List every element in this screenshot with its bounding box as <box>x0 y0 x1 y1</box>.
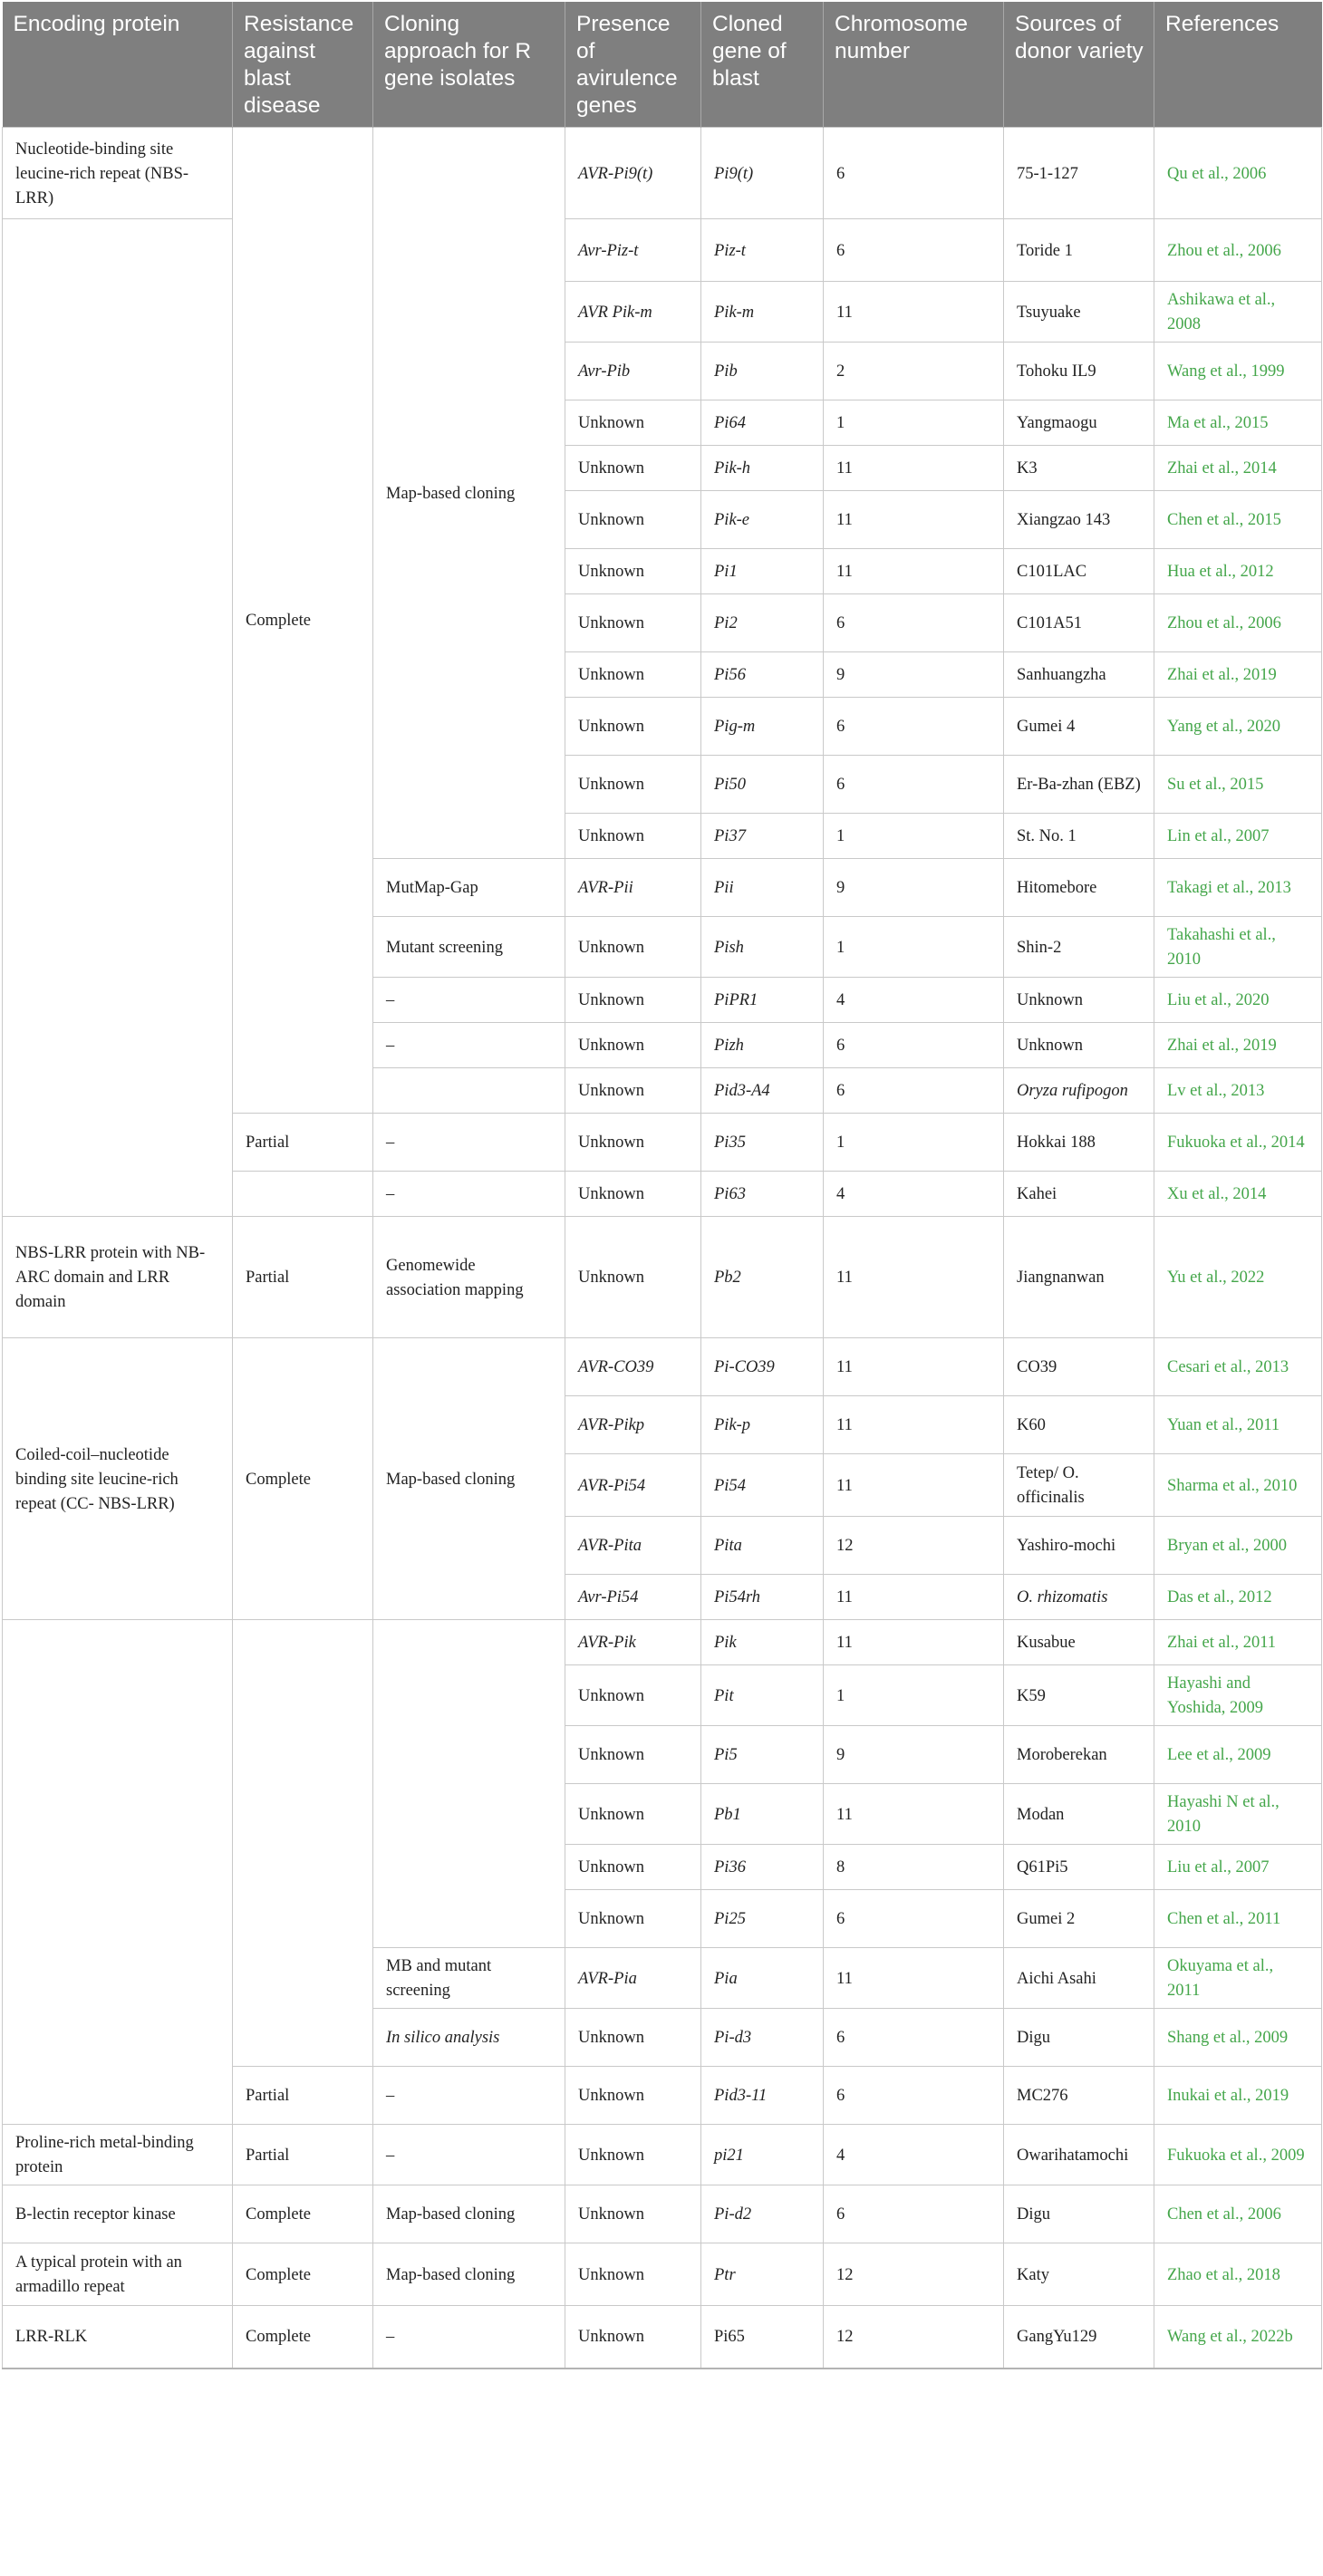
col-header-references: References <box>1154 2 1322 128</box>
cloned-gene-cell: Pb2 <box>701 1217 824 1338</box>
resistance-cell: Complete <box>233 2243 373 2306</box>
chromosome-cell: 1 <box>824 1665 1004 1726</box>
cloning-approach-cell: Genomewide association mapping <box>373 1217 565 1338</box>
chromosome-cell: 11 <box>824 1454 1004 1517</box>
encoding-protein-cell <box>3 1620 233 2125</box>
reference-link[interactable]: Lin et al., 2007 <box>1154 814 1322 859</box>
cloning-approach-cell <box>373 1068 565 1114</box>
table-row <box>3 1338 1322 1396</box>
resistance-cell: Partial <box>233 1217 373 1338</box>
avirulence-cell: Avr-Pi54 <box>565 1575 701 1620</box>
donor-cell: Kusabue <box>1004 1620 1154 1665</box>
chromosome-cell: 11 <box>824 1575 1004 1620</box>
resistance-cell: Partial <box>233 1114 373 1172</box>
donor-cell: Kahei <box>1004 1172 1154 1217</box>
cloned-gene-cell: Pi-d2 <box>701 2185 824 2243</box>
donor-cell: Gumei 2 <box>1004 1890 1154 1948</box>
avirulence-cell: Unknown <box>565 917 701 978</box>
chromosome-cell: 11 <box>824 1396 1004 1454</box>
avirulence-cell: Unknown <box>565 2306 701 2369</box>
encoding-protein-cell: A typical protein with an armadillo repeat <box>3 2243 233 2306</box>
reference-link[interactable]: Chen et al., 2015 <box>1154 491 1322 549</box>
chromosome-cell: 11 <box>824 549 1004 594</box>
chromosome-cell: 11 <box>824 1948 1004 2009</box>
chromosome-cell: 11 <box>824 491 1004 549</box>
chromosome-cell: 6 <box>824 1068 1004 1114</box>
cloned-gene-cell: Pi2 <box>701 594 824 652</box>
avirulence-cell: Unknown <box>565 814 701 859</box>
reference-link[interactable]: Bryan et al., 2000 <box>1154 1517 1322 1575</box>
col-header-encoding-protein: Encoding protein <box>3 2 233 128</box>
donor-cell: Unknown <box>1004 1023 1154 1068</box>
chromosome-cell: 6 <box>824 594 1004 652</box>
reference-link[interactable]: Takahashi et al., 2010 <box>1154 917 1322 978</box>
reference-link[interactable]: Zhai et al., 2011 <box>1154 1620 1322 1665</box>
avirulence-cell: Unknown <box>565 1068 701 1114</box>
donor-cell: Er-Ba-zhan (EBZ) <box>1004 756 1154 814</box>
donor-cell-text: Tetep/ O. officinalis <box>1017 1464 1085 1507</box>
reference-link[interactable]: Yang et al., 2020 <box>1154 698 1322 756</box>
donor-cell: Yashiro-mochi <box>1004 1517 1154 1575</box>
cloning-approach-cell: MutMap-Gap <box>373 859 565 917</box>
chromosome-cell: 11 <box>824 1217 1004 1338</box>
chromosome-cell: 4 <box>824 978 1004 1023</box>
avirulence-cell: AVR-Pita <box>565 1517 701 1575</box>
avirulence-cell: Unknown <box>565 2067 701 2125</box>
donor-cell: Modan <box>1004 1784 1154 1845</box>
cloning-approach-cell: Map-based cloning <box>373 2185 565 2243</box>
cloning-approach-cell: – <box>373 978 565 1023</box>
col-header-cloned-gene: Cloned gene of blast <box>701 2 824 128</box>
chromosome-cell: 6 <box>824 128 1004 219</box>
chromosome-cell: 11 <box>824 282 1004 343</box>
chromosome-cell: 11 <box>824 1784 1004 1845</box>
donor-cell: Moroberekan <box>1004 1726 1154 1784</box>
cloned-gene-cell: Pii <box>701 859 824 917</box>
avirulence-cell: Unknown <box>565 594 701 652</box>
avirulence-cell: Unknown <box>565 2009 701 2067</box>
cloned-gene-cell: Pik-e <box>701 491 824 549</box>
avirulence-cell: Unknown <box>565 698 701 756</box>
donor-cell: Digu <box>1004 2009 1154 2067</box>
avirulence-cell: Unknown <box>565 1665 701 1726</box>
encoding-protein-cell: LRR-RLK <box>3 2306 233 2369</box>
chromosome-cell: 11 <box>824 446 1004 491</box>
encoding-protein-cell <box>3 219 233 1217</box>
chromosome-cell: 9 <box>824 859 1004 917</box>
reference-link[interactable]: Takagi et al., 2013 <box>1154 859 1322 917</box>
donor-cell: Unknown <box>1004 978 1154 1023</box>
cloning-approach-cell: MB and mutant screening <box>373 1948 565 2009</box>
cloned-gene-cell: Pib <box>701 343 824 400</box>
donor-cell: St. No. 1 <box>1004 814 1154 859</box>
donor-cell: Hokkai 188 <box>1004 1114 1154 1172</box>
cloned-gene-cell: Pi65 <box>701 2306 824 2369</box>
cloned-gene-cell: Pi37 <box>701 814 824 859</box>
cloned-gene-cell: Pid3-A4 <box>701 1068 824 1114</box>
donor-cell: Q61Pi5 <box>1004 1845 1154 1890</box>
reference-link[interactable]: Lee et al., 2009 <box>1154 1726 1322 1784</box>
reference-link[interactable]: Zhai et al., 2014 <box>1154 446 1322 491</box>
reference-link[interactable]: Ma et al., 2015 <box>1154 400 1322 446</box>
cloning-approach-cell: – <box>373 2125 565 2185</box>
cloned-gene-cell: Pish <box>701 917 824 978</box>
reference-link[interactable]: Liu et al., 2007 <box>1154 1845 1322 1890</box>
avirulence-cell: Unknown <box>565 491 701 549</box>
donor-cell: 75-1-127 <box>1004 128 1154 219</box>
resistance-cell: Partial <box>233 2125 373 2185</box>
donor-cell <box>1004 1454 1154 1517</box>
cloning-approach-cell: Mutant screening <box>373 917 565 978</box>
col-header-cloning-approach: Cloning approach for R gene isolates <box>373 2 565 128</box>
avirulence-cell: Unknown <box>565 1890 701 1948</box>
chromosome-cell: 2 <box>824 343 1004 400</box>
avirulence-cell: Unknown <box>565 2125 701 2185</box>
reference-link[interactable]: Wang et al., 2022b <box>1154 2306 1322 2369</box>
donor-cell: C101A51 <box>1004 594 1154 652</box>
reference-link[interactable]: Hua et al., 2012 <box>1154 549 1322 594</box>
reference-link[interactable]: Hayashi and Yoshida, 2009 <box>1154 1665 1322 1726</box>
avirulence-cell: Unknown <box>565 756 701 814</box>
avirulence-cell: AVR-Pi54 <box>565 1454 701 1517</box>
encoding-protein-cell: NBS-LRR protein with NB-ARC domain and LRR domain <box>3 1217 233 1338</box>
donor-cell: Shin-2 <box>1004 917 1154 978</box>
cloning-approach-cell <box>373 1620 565 1948</box>
donor-cell: Toride 1 <box>1004 219 1154 282</box>
reference-link[interactable]: Zhao et al., 2018 <box>1154 2243 1322 2306</box>
cloned-gene-cell: Pita <box>701 1517 824 1575</box>
donor-cell: C101LAC <box>1004 549 1154 594</box>
avirulence-cell: Unknown <box>565 2243 701 2306</box>
chromosome-cell: 11 <box>824 1620 1004 1665</box>
cloned-gene-cell: Pik-m <box>701 282 824 343</box>
reference-link[interactable]: Okuyama et al., 2011 <box>1154 1948 1322 2009</box>
encoding-protein-cell: Nucleotide-binding site leucine-rich repeat (NBS-LRR) <box>3 128 233 219</box>
donor-cell: Xiangzao 143 <box>1004 491 1154 549</box>
donor-cell: K3 <box>1004 446 1154 491</box>
cloned-gene-cell: Pi54rh <box>701 1575 824 1620</box>
reference-link[interactable]: Xu et al., 2014 <box>1154 1172 1322 1217</box>
blast-resistance-genes-table <box>2 2 1322 2369</box>
cloned-gene-cell: Pi56 <box>701 652 824 698</box>
donor-cell: Katy <box>1004 2243 1154 2306</box>
donor-cell: Yangmaogu <box>1004 400 1154 446</box>
donor-cell: K59 <box>1004 1665 1154 1726</box>
header-row <box>3 2 1322 128</box>
cloned-gene-cell: Pia <box>701 1948 824 2009</box>
chromosome-cell: 6 <box>824 1023 1004 1068</box>
cloning-approach-cell: – <box>373 1114 565 1172</box>
donor-cell: CO39 <box>1004 1338 1154 1396</box>
donor-cell: Tohoku IL9 <box>1004 343 1154 400</box>
chromosome-cell: 12 <box>824 2243 1004 2306</box>
reference-link[interactable]: Wang et al., 1999 <box>1154 343 1322 400</box>
chromosome-cell: 6 <box>824 1890 1004 1948</box>
resistance-cell <box>233 1172 373 1217</box>
chromosome-cell: 6 <box>824 2009 1004 2067</box>
cloned-gene-cell: Pi1 <box>701 549 824 594</box>
chromosome-cell: 6 <box>824 2185 1004 2243</box>
reference-link[interactable]: Das et al., 2012 <box>1154 1575 1322 1620</box>
donor-cell: Gumei 4 <box>1004 698 1154 756</box>
encoding-protein-cell: B-lectin receptor kinase <box>3 2185 233 2243</box>
reference-link[interactable]: Chen et al., 2006 <box>1154 2185 1322 2243</box>
table-row <box>3 2125 1322 2185</box>
cloned-gene-cell: Pi50 <box>701 756 824 814</box>
resistance-cell: Partial <box>233 2067 373 2125</box>
avirulence-cell: AVR-Pii <box>565 859 701 917</box>
cloned-gene-cell: Pi63 <box>701 1172 824 1217</box>
avirulence-cell: Unknown <box>565 1114 701 1172</box>
chromosome-cell: 9 <box>824 652 1004 698</box>
avirulence-cell: AVR Pik-m <box>565 282 701 343</box>
reference-link[interactable]: Zhai et al., 2019 <box>1154 1023 1322 1068</box>
reference-link[interactable]: Fukuoka et al., 2009 <box>1154 2125 1322 2185</box>
cloning-approach-cell: Map-based cloning <box>373 1338 565 1620</box>
donor-cell: Digu <box>1004 2185 1154 2243</box>
chromosome-cell: 1 <box>824 1114 1004 1172</box>
col-header-chromosome: Chromosome number <box>824 2 1004 128</box>
avirulence-cell: AVR-Pik <box>565 1620 701 1665</box>
avirulence-cell: Unknown <box>565 1784 701 1845</box>
table-row <box>3 1620 1322 1665</box>
reference-link[interactable]: Inukai et al., 2019 <box>1154 2067 1322 2125</box>
avirulence-cell: Unknown <box>565 400 701 446</box>
cloned-gene-cell: PiPR1 <box>701 978 824 1023</box>
chromosome-cell: 8 <box>824 1845 1004 1890</box>
reference-link[interactable]: Chen et al., 2011 <box>1154 1890 1322 1948</box>
encoding-protein-cell: Proline-rich metal-binding protein <box>3 2125 233 2185</box>
chromosome-cell: 4 <box>824 1172 1004 1217</box>
avirulence-cell: Unknown <box>565 1023 701 1068</box>
avirulence-cell: AVR-Pi9(t) <box>565 128 701 219</box>
donor-cell: MC276 <box>1004 2067 1154 2125</box>
reference-link[interactable]: Qu et al., 2006 <box>1154 128 1322 219</box>
avirulence-cell: Unknown <box>565 549 701 594</box>
cloned-gene-cell: Pi-d3 <box>701 2009 824 2067</box>
reference-link[interactable]: Zhai et al., 2019 <box>1154 652 1322 698</box>
donor-cell: Jiangnanwan <box>1004 1217 1154 1338</box>
cloned-gene-cell: Pi5 <box>701 1726 824 1784</box>
donor-cell: Sanhuangzha <box>1004 652 1154 698</box>
chromosome-cell: 1 <box>824 814 1004 859</box>
cloning-approach-cell: – <box>373 2306 565 2369</box>
cloned-gene-cell: Pizh <box>701 1023 824 1068</box>
reference-link[interactable]: Sharma et al., 2010 <box>1154 1454 1322 1517</box>
cloning-approach-cell: – <box>373 2067 565 2125</box>
cloned-gene-cell: Piz-t <box>701 219 824 282</box>
col-header-donor-variety: Sources of donor variety <box>1004 2 1154 128</box>
chromosome-cell: 9 <box>824 1726 1004 1784</box>
cloned-gene-cell: Ptr <box>701 2243 824 2306</box>
cloned-gene-cell: Pi25 <box>701 1890 824 1948</box>
cloning-approach-cell <box>373 2009 565 2067</box>
reference-link[interactable]: Hayashi N et al., 2010 <box>1154 1784 1322 1845</box>
donor-cell: Oryza rufipogon <box>1004 1068 1154 1114</box>
cloning-approach-cell: Map-based cloning <box>373 2243 565 2306</box>
table-row <box>3 2306 1322 2369</box>
reference-link[interactable]: Lv et al., 2013 <box>1154 1068 1322 1114</box>
reference-link[interactable]: Shang et al., 2009 <box>1154 2009 1322 2067</box>
avirulence-cell: Unknown <box>565 1726 701 1784</box>
reference-link[interactable]: Zhou et al., 2006 <box>1154 594 1322 652</box>
cloned-gene-cell: pi21 <box>701 2125 824 2185</box>
cloned-gene-cell: Pik-h <box>701 446 824 491</box>
cloned-gene-cell: Pi9(t) <box>701 128 824 219</box>
avirulence-cell: Avr-Pib <box>565 343 701 400</box>
reference-link[interactable]: Yuan et al., 2011 <box>1154 1396 1322 1454</box>
cloned-gene-cell: Pid3-11 <box>701 2067 824 2125</box>
cloned-gene-cell: Pb1 <box>701 1784 824 1845</box>
chromosome-cell: 4 <box>824 2125 1004 2185</box>
cloned-gene-cell: Pik <box>701 1620 824 1665</box>
chromosome-cell: 1 <box>824 917 1004 978</box>
reference-link[interactable]: Fukuoka et al., 2014 <box>1154 1114 1322 1172</box>
chromosome-cell: 1 <box>824 400 1004 446</box>
reference-link[interactable]: Liu et al., 2020 <box>1154 978 1322 1023</box>
resistance-cell: Complete <box>233 2306 373 2369</box>
avirulence-cell: AVR-Pikp <box>565 1396 701 1454</box>
col-header-resistance: Resistance against blast disease <box>233 2 373 128</box>
table-row <box>3 219 1322 282</box>
avirulence-cell: AVR-CO39 <box>565 1338 701 1396</box>
donor-cell: Tsuyuake <box>1004 282 1154 343</box>
table-row <box>3 2185 1322 2243</box>
cloning-approach-cell: – <box>373 1023 565 1068</box>
avirulence-cell: Unknown <box>565 446 701 491</box>
reference-link[interactable]: Zhou et al., 2006 <box>1154 219 1322 282</box>
donor-cell: O. rhizomatis <box>1004 1575 1154 1620</box>
col-header-avirulence-genes: Presence of avirulence genes <box>565 2 701 128</box>
chromosome-cell: 12 <box>824 1517 1004 1575</box>
avirulence-cell: Unknown <box>565 2185 701 2243</box>
cloned-gene-cell: Pi36 <box>701 1845 824 1890</box>
cloned-gene-cell: Pi64 <box>701 400 824 446</box>
in-silico-label: In silico analysis <box>386 2029 500 2047</box>
chromosome-cell: 6 <box>824 756 1004 814</box>
reference-link[interactable]: Su et al., 2015 <box>1154 756 1322 814</box>
table-row <box>3 1217 1322 1338</box>
avirulence-cell: Unknown <box>565 1217 701 1338</box>
cloned-gene-cell: Pi-CO39 <box>701 1338 824 1396</box>
table-row <box>3 128 1322 219</box>
cloned-gene-cell: Pig-m <box>701 698 824 756</box>
cloned-gene-cell: Pi35 <box>701 1114 824 1172</box>
chromosome-cell: 6 <box>824 219 1004 282</box>
avirulence-cell: AVR-Pia <box>565 1948 701 2009</box>
reference-link[interactable]: Ashikawa et al., 2008 <box>1154 282 1322 343</box>
cloned-gene-cell: Pi54 <box>701 1454 824 1517</box>
cloned-gene-cell: Pik-p <box>701 1396 824 1454</box>
donor-cell: Aichi Asahi <box>1004 1948 1154 2009</box>
donor-cell: K60 <box>1004 1396 1154 1454</box>
avirulence-cell: Unknown <box>565 978 701 1023</box>
avirulence-cell: Unknown <box>565 652 701 698</box>
encoding-protein-cell: Coiled-coil–nucleotide binding site leucine-rich repeat (CC- NBS-LRR) <box>3 1338 233 1620</box>
cloned-gene-cell: Pit <box>701 1665 824 1726</box>
resistance-cell: Complete <box>233 2185 373 2243</box>
cloning-approach-cell: Map-based cloning <box>373 128 565 859</box>
cloning-approach-cell: – <box>373 1172 565 1217</box>
donor-cell: GangYu129 <box>1004 2306 1154 2369</box>
table-row <box>3 2243 1322 2306</box>
donor-cell: Owarihatamochi <box>1004 2125 1154 2185</box>
resistance-cell: Complete <box>233 1338 373 1620</box>
resistance-cell <box>233 1620 373 2067</box>
chromosome-cell: 6 <box>824 698 1004 756</box>
chromosome-cell: 12 <box>824 2306 1004 2369</box>
chromosome-cell: 11 <box>824 1338 1004 1396</box>
avirulence-cell: Unknown <box>565 1172 701 1217</box>
donor-cell: Hitomebore <box>1004 859 1154 917</box>
chromosome-cell: 6 <box>824 2067 1004 2125</box>
resistance-cell: Complete <box>233 128 373 1114</box>
reference-link[interactable]: Yu et al., 2022 <box>1154 1217 1322 1338</box>
avirulence-cell: Avr-Piz-t <box>565 219 701 282</box>
avirulence-cell: Unknown <box>565 1845 701 1890</box>
reference-link[interactable]: Cesari et al., 2013 <box>1154 1338 1322 1396</box>
